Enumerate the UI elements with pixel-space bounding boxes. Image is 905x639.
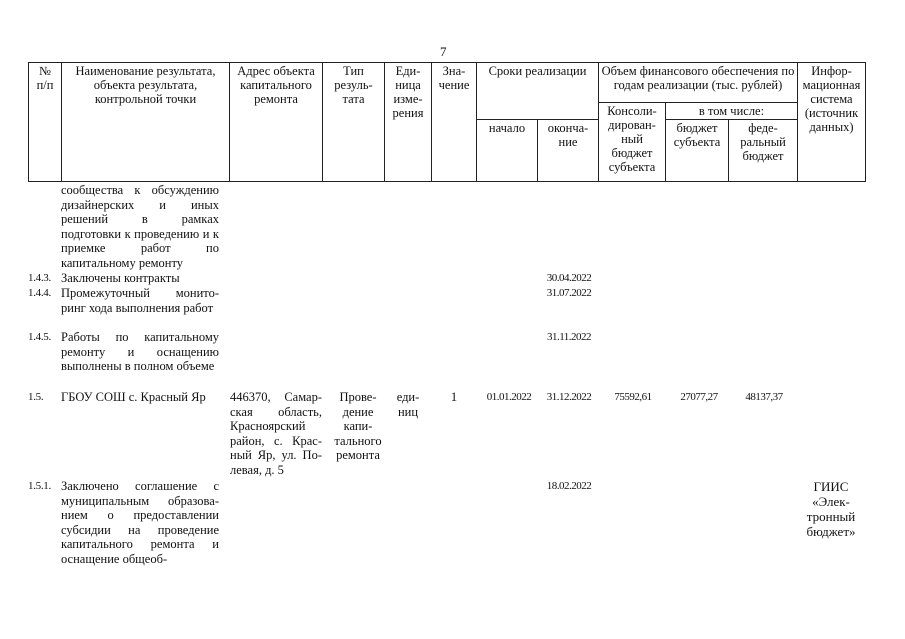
- header-subject-budget: бюджет субъекта: [666, 120, 729, 182]
- header-including: в том числе:: [666, 103, 798, 120]
- header-num: [29, 63, 62, 182]
- table-header: [28, 62, 866, 182]
- header-info-system: Инфор-мационная система (источник данных): [798, 63, 866, 182]
- row-name: Заключено соглашение с муниципальным образова-нием о предоставлении субсидии на проведение капитального ремонта и оснащение общеоб-: [61, 479, 219, 566]
- row-end-date: 31.12.2022: [546, 391, 592, 403]
- header-value: Зна-чение: [432, 63, 477, 182]
- header-consolidated: Консоли-дирован-ный бюджет субъекта: [599, 103, 666, 182]
- header-type: Тип резуль-тата: [323, 63, 385, 182]
- row-info-system: ГИИС «Элек-тронный бюджет»: [806, 479, 856, 539]
- header-federal-budget: феде-ральный бюджет: [729, 120, 798, 182]
- header-num-text: № п/п: [36, 64, 54, 92]
- header-finance: Объем финансового обеспечения по годам реализации (тыс. рублей): [599, 63, 798, 103]
- row-name: Работы по капитальному ремонту и оснащению выполнены в полном объеме: [61, 330, 219, 373]
- header-start: начало: [477, 120, 538, 182]
- header-terms: Сроки реализации: [477, 63, 599, 120]
- header-unit: Еди-ница изме-рения: [385, 63, 432, 182]
- row-value: 1: [450, 390, 458, 404]
- row-address: 446370, Самар-ская область, Красноярский район, с. Крас-ный Яр, ул. По-левая, д. 5: [230, 390, 322, 477]
- header-address: Адрес объекта капитального ремонта: [230, 63, 323, 182]
- row-end-date: 30.04.2022: [546, 272, 592, 284]
- row-end-date: 31.07.2022: [546, 287, 592, 299]
- row-end-date: 18.02.2022: [546, 480, 592, 492]
- row-end-date: 31.11.2022: [546, 331, 592, 343]
- row-num: 1.4.4.: [28, 287, 51, 299]
- row-name: сообщества к обсуждению дизайнерских и иных решений в рамках подготовки к проведению и к приемке работ по капитальному ремонту: [61, 183, 219, 270]
- row-subject-budget: 27077,27: [680, 391, 718, 403]
- header-name: Наименование результата, объекта результата, контрольной точки: [62, 63, 230, 182]
- row-federal-budget: 48137,37: [745, 391, 783, 403]
- row-name: ГБОУ СОШ с. Красный Яр: [61, 390, 206, 404]
- row-num: 1.4.5.: [28, 331, 51, 343]
- header-end: оконча-ние: [538, 120, 599, 182]
- page-number: 7: [440, 44, 447, 59]
- row-unit: еди-ниц: [396, 390, 420, 419]
- row-num: 1.5.: [28, 391, 44, 403]
- row-start-date: 01.01.2022: [486, 391, 532, 403]
- row-name: Промежуточный монито-ринг хода выполнения работ: [61, 286, 219, 315]
- row-num: 1.4.3.: [28, 272, 51, 284]
- row-consolidated: 75592,61: [614, 391, 652, 403]
- row-name: Заключены контракты: [61, 271, 180, 285]
- row-num: 1.5.1.: [28, 480, 51, 492]
- row-type: Прове-дение капи-тального ремонта: [334, 390, 382, 462]
